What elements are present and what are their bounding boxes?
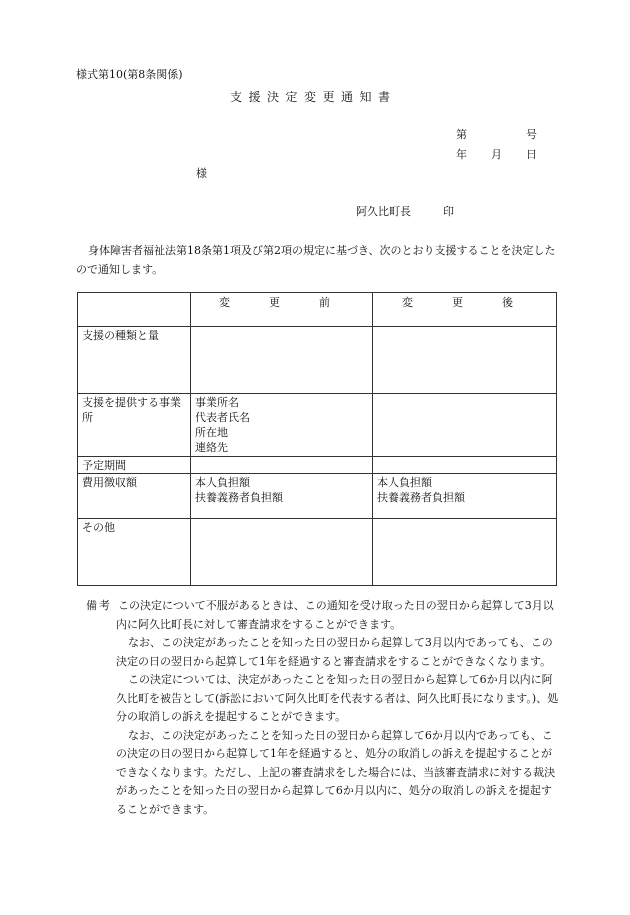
cost-after-supporter-burden: 扶養義務者負担額	[377, 491, 465, 504]
row-label-period: 予定期間	[78, 457, 191, 474]
provider-after-cell	[373, 394, 557, 457]
cost-before-self-burden: 本人負担額	[195, 476, 250, 489]
table-row-provider	[78, 394, 557, 457]
change-table	[77, 292, 557, 586]
notification-body: 身体障害者福祉法第18条第1項及び第2項の規定に基づき、次のとおり支援することを決定したので通知します。	[76, 244, 556, 276]
cost-after-cell	[373, 474, 557, 519]
note-paragraph-1: 備考 この決定について不服があるときは、この通知を受け取った日の翌日から起算して3月以内に阿久比町長に対して審査請求をすることができます。	[86, 599, 554, 631]
other-before-cell	[191, 519, 373, 586]
provider-before-cell	[191, 394, 373, 457]
support-type-before-cell	[191, 327, 373, 394]
provider-field-address: 所在地	[195, 426, 228, 439]
provider-field-office-name: 事業所名	[195, 396, 239, 409]
addressee-honorific: 様	[196, 167, 207, 180]
provider-field-representative: 代表者氏名	[195, 411, 250, 424]
row-label-cost: 費用徴収額	[78, 474, 191, 519]
cost-before-supporter-burden: 扶養義務者負担額	[195, 491, 283, 504]
issuer-name: 阿久比町長	[356, 205, 411, 218]
cost-before-cell	[191, 474, 373, 519]
document-number-suffix: 号	[526, 128, 537, 141]
period-after-cell	[373, 457, 557, 474]
note-paragraph-4: なお、この決定があったことを知った日の翌日から起算して6か月以内であっても、この決定の日の翌日から起算して1年を経過すると、処分の取消しの訴えを提起することができなくなります。ただし、上記の審査請求をした場合には、当該審査請求に対する裁決があったことを知った日の翌日から起算して6か月以内に、処分の取消しの訴えを提起することができます。	[116, 728, 556, 816]
date-month-label: 月	[491, 148, 502, 161]
notes-label: 備考	[86, 599, 112, 612]
support-type-after-cell	[373, 327, 557, 394]
table-row-cost	[78, 474, 557, 519]
notes-section	[86, 597, 560, 819]
provider-field-contact: 連絡先	[195, 441, 228, 454]
table-row-support-type	[78, 327, 557, 394]
table-row-other	[78, 519, 557, 586]
header-after: 変 更 後	[373, 293, 557, 327]
form-number: 様式第10(第8条関係)	[76, 68, 183, 81]
table-header-row	[78, 293, 557, 327]
row-label-provider: 支援を提供する事業所	[78, 394, 191, 457]
cost-after-self-burden: 本人負担額	[377, 476, 432, 489]
other-after-cell	[373, 519, 557, 586]
document-number-prefix: 第	[456, 128, 467, 141]
document-title: 支援決定変更通知書	[230, 90, 397, 104]
issuer-seal-mark: 印	[443, 205, 454, 218]
note-paragraph-2: なお、この決定があったことを知った日の翌日から起算して3月以内であっても、この決定の日の翌日から起算して1年を経過すると審査請求をすることができなくなります。	[116, 636, 553, 668]
header-before: 変 更 前	[191, 293, 373, 327]
row-label-support-type: 支援の種類と量	[78, 327, 191, 394]
date-year-label: 年	[456, 148, 467, 161]
period-before-cell	[191, 457, 373, 474]
row-label-other: その他	[78, 519, 191, 586]
date-day-label: 日	[526, 148, 537, 161]
header-blank-cell	[78, 293, 191, 327]
table-row-period	[78, 457, 557, 474]
note-paragraph-3: この決定については、決定があったことを知った日の翌日から起算して6か月以内に阿久比町を被告として(訴訟において阿久比町を代表する者は、阿久比町長になります。)、処分の取消しの訴えを提起することができます。	[116, 673, 559, 723]
